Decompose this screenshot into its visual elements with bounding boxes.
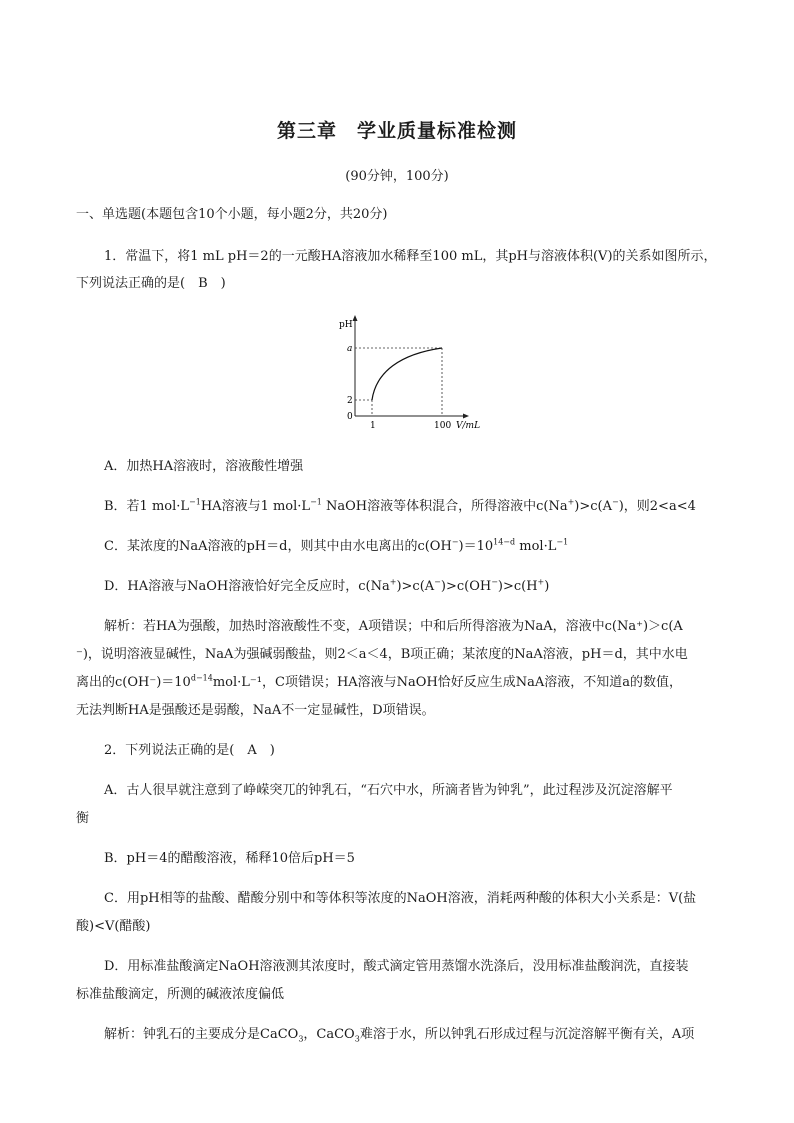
y-tick-2: 2: [347, 396, 353, 406]
q1-option-b: B．若1 $mol\cdot L^{-1}HA$溶液与1 $mol\cdot L^{-1}$ NaOH溶液等体积混合，所得溶液中c(Na+)>c(A−)，则2<a<4: [104, 497, 696, 514]
series-curve: [372, 348, 442, 400]
page-subtitle: (90分钟，100分): [345, 169, 449, 184]
page-title: 第三章 学业质量标准检测: [276, 120, 517, 142]
q1-analysis-line2: ⁻)，说明溶液显碱性，NaA为强碱弱酸盐，则2＜a＜4，B项正确；某浓度的NaA溶液，pH＝d，其中水电: [76, 647, 688, 662]
q1-option-d: D．HA溶液与NaOH溶液恰好完全反应时，c(Na+)>c(A−)>c(OH−)>c(H+): [104, 577, 550, 594]
q1-analysis-line4: 无法判断HA是强酸还是弱酸，NaA不一定显碱性，D项错误。: [76, 703, 435, 718]
q2-stem: 2．下列说法正确的是( A ): [104, 743, 275, 758]
q2-option-a-line1: A．古人很早就注意到了峥嵘突兀的钟乳石，“石穴中水，所滴者皆为钟乳”，此过程涉及沉淀溶解平: [104, 783, 673, 798]
x-axis-arrow: [463, 414, 469, 419]
q1-option-c: C．某浓度的NaA溶液的pH＝d，则其中由水电离出的$c(OH^-)=10^{14-d}$ $mol\cdot L^{-1}$: [104, 537, 569, 554]
q2-option-d-line1: D．用标准盐酸滴定NaOH溶液测其浓度时，酸式滴定管用蒸馏水洗涤后，没用标准盐酸润洗，直接装: [104, 959, 689, 974]
q2-option-c-line2: 酸)<V(醋酸): [76, 919, 151, 934]
q1-stem-line1: 1．常温下，将1 mL pH＝2的一元酸HA溶液加水稀释至100 mL，其pH与溶液体积(V)的关系如图所示，: [104, 249, 717, 264]
y-tick-a: a: [347, 344, 353, 354]
q1-option-a: A．加热HA溶液时，溶液酸性增强: [104, 459, 304, 474]
section-heading: 一、单选题(本题包含10个小题，每小题2分，共20分): [76, 207, 388, 222]
x-axis-label: V/mL: [456, 421, 481, 431]
q2-option-c-line1: C．用pH相等的盐酸、醋酸分别中和等体积等浓度的NaOH溶液，消耗两种酸的体积大小关系是：V(盐: [104, 891, 697, 906]
y-axis-arrow: [353, 315, 358, 321]
y-tick-0: 0: [347, 412, 353, 422]
q1-analysis-line3: 离出的$c(OH^-)=10^{d-14}mol\cdot L^{-1}$，C项错误；HA溶液与NaOH恰好反应生成NaA溶液，不知道a的数值，: [76, 673, 683, 690]
q2-option-b: B．pH＝4的醋酸溶液，稀释10倍后pH＝5: [104, 851, 355, 866]
q2-analysis-line1: 解析：钟乳石的主要成分是CaCO$_3$，CaCO$_3$难溶于水，所以钟乳石形成过程与沉淀溶解平衡有关，A项: [104, 1027, 695, 1044]
q1-stem-line2: 下列说法正确的是( B ): [76, 276, 226, 291]
x-tick-1: 1: [370, 421, 376, 431]
q2-option-d-line2: 标准盐酸滴定，所测的碱液浓度偏低: [76, 987, 285, 1002]
q2-option-a-line2: 衡: [76, 811, 90, 826]
q1-ph-volume-chart: [330, 312, 490, 434]
x-tick-100: 100: [434, 421, 452, 431]
y-axis-label: pH: [339, 320, 353, 330]
q1-analysis-line1: 解析：若HA为强酸，加热时溶液酸性不变，A项错误；中和后所得溶液为NaA，溶液中c(Na⁺)＞c(A: [104, 619, 683, 634]
